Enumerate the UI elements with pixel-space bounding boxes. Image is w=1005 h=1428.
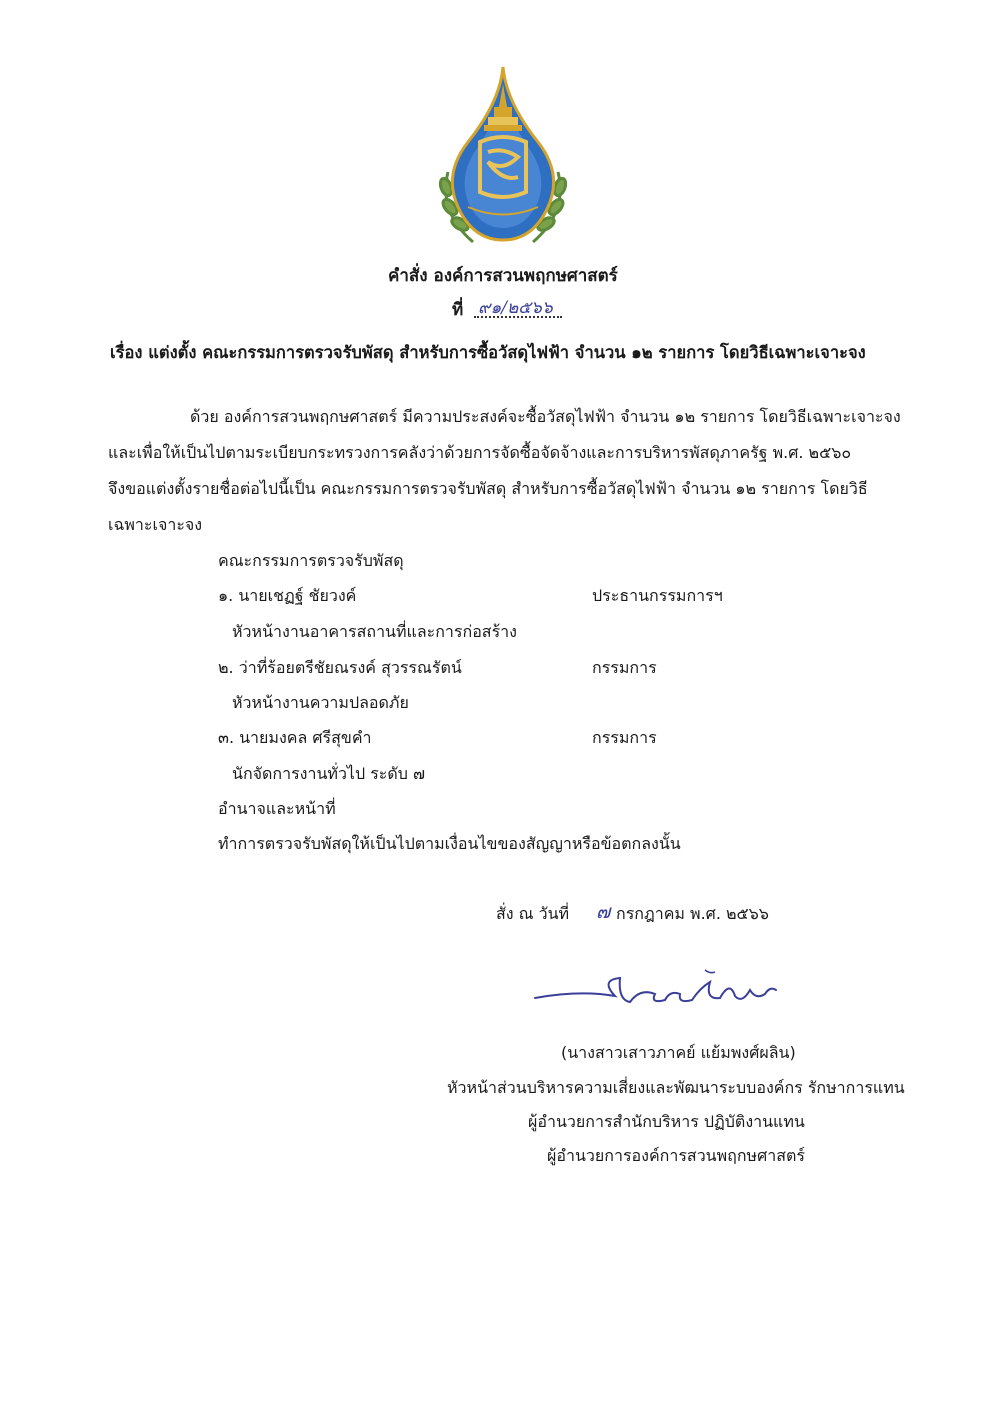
order-number-field [474,294,562,318]
member-3-name: ๓. นายมงคล ศรีสุขคำ [218,728,372,747]
duty-heading: อำนาจและหน้าที่ [218,799,336,818]
order-number-label: ที่ [452,300,464,320]
committee-heading: คณะกรรมการตรวจรับพัสดุ [218,551,404,570]
order-date-day: ๗ [596,901,611,923]
member-2-role: กรรมการ [592,658,657,677]
order-subject: เรื่อง แต่งตั้ง คณะกรรมการตรวจรับพัสดุ สำหรับการซื้อวัสดุไฟฟ้า จำนวน ๑๒ รายการ โดยวิธีเฉพาะเจาะจง [110,343,866,362]
order-date-rest: กรกฎาคม พ.ศ. ๒๕๖๖ [616,904,769,923]
organization-logo-icon [428,62,578,252]
paragraph-line-4: เฉพาะเจาะจง [108,515,203,534]
paragraph-line-1: ด้วย องค์การสวนพฤกษศาสตร์ มีความประสงค์จะซื้อวัสดุไฟฟ้า จำนวน ๑๒ รายการ โดยวิธีเฉพาะเจาะจง [190,407,901,426]
signatory-name: (นางสาวเสาวภาคย์ แย้มพงศ์ผลิน) [561,1043,796,1062]
member-1-name: ๑. นายเชฏฐ์ ชัยวงค์ [218,586,357,605]
duty-text: ทำการตรวจรับพัสดุให้เป็นไปตามเงื่อนไขของสัญญาหรือข้อตกลงนั้น [218,834,681,853]
member-3-position: นักจัดการงานทั่วไป ระดับ ๗ [232,764,426,783]
order-date-prefix: สั่ง ณ วันที่ [496,904,570,923]
order-number-value: ๙๑/๒๕๖๖ [478,298,553,318]
member-1-position: หัวหน้างานอาคารสถานที่และการก่อสร้าง [232,622,517,641]
handwritten-signature [520,960,820,1020]
signatory-line-3: ผู้อำนวยการองค์การสวนพฤกษศาสตร์ [547,1146,805,1165]
signatory-line-1: หัวหน้าส่วนบริหารความเสี่ยงและพัฒนาระบบองค์กร รักษาการแทน [447,1078,905,1097]
signatory-line-2: ผู้อำนวยการสำนักบริหาร ปฏิบัติงานแทน [528,1112,805,1131]
member-3-role: กรรมการ [592,728,657,747]
order-title: คำสั่ง องค์การสวนพฤกษศาสตร์ [388,266,618,286]
member-2-name: ๒. ว่าที่ร้อยตรีชัยณรงค์ สุวรรณรัตน์ [218,658,462,677]
member-2-position: หัวหน้างานความปลอดภัย [232,693,409,712]
paragraph-line-3: จึงขอแต่งตั้งรายชื่อต่อไปนี้เป็น คณะกรรมการตรวจรับพัสดุ สำหรับการซื้อวัสดุไฟฟ้า จำนวน ๑๒ รายการ โดยวิธี [108,479,868,498]
paragraph-line-2: และเพื่อให้เป็นไปตามระเบียบกระทรวงการคลังว่าด้วยการจัดซื้อจัดจ้างและการบริหารพัสดุภาครัฐ พ.ศ. ๒๕๖๐ [108,443,852,462]
member-1-role: ประธานกรรมการฯ [592,586,723,605]
